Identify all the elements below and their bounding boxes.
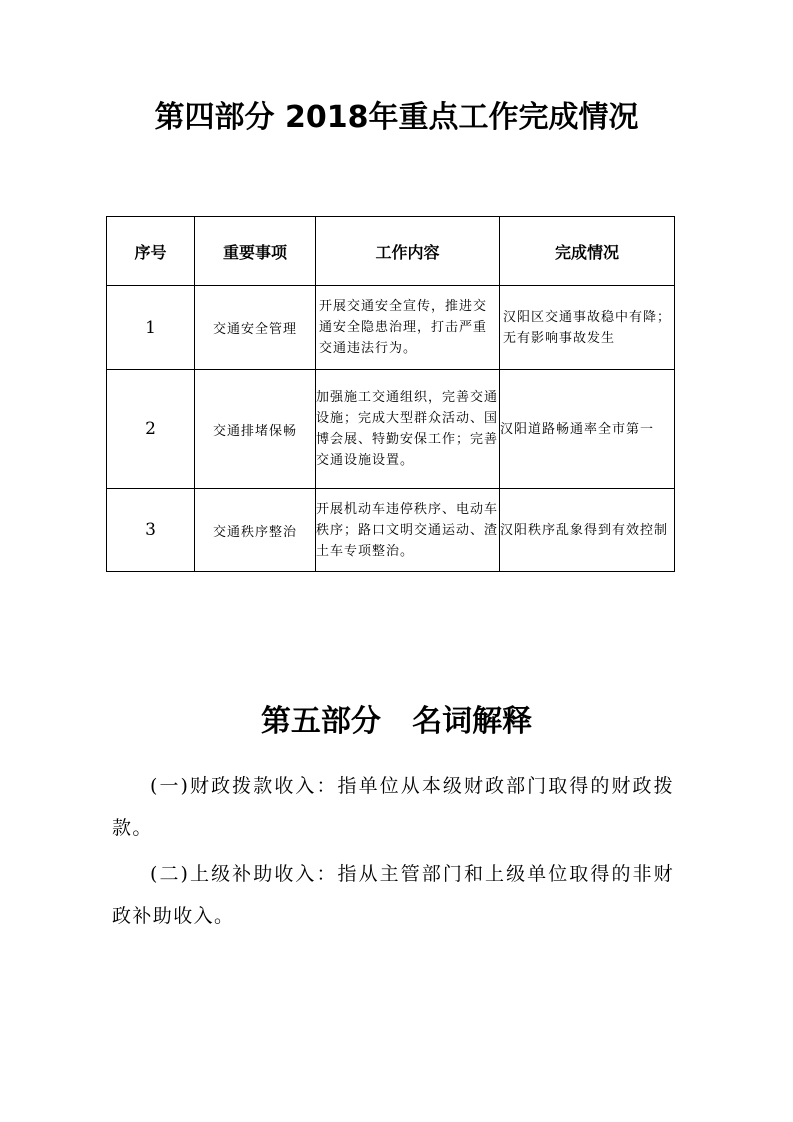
part5-title: 第五部分 名词解释	[260, 704, 533, 739]
table-row	[107, 286, 675, 370]
row-content: 加强施工交通组织，完善交通设施；完成大型群众活动、国博会展、特勤安保工作；完善交通设施设置。	[316, 370, 500, 489]
row-content: 开展交通安全宣传，推进交通安全隐患治理，打击严重交通违法行为。	[316, 286, 500, 370]
row-item: 交通秩序整治	[195, 489, 316, 572]
row-content: 开展机动车违停秩序、电动车秩序；路口文明交通运动、渣土车专项整治。	[316, 489, 500, 572]
row-no: 2	[107, 370, 195, 489]
definition-paragraph: (一)财政拨款收入：指单位从本级财政部门取得的财政拨款。	[112, 775, 674, 839]
row-item: 交通排堵保畅	[195, 370, 316, 489]
table-header-row	[107, 217, 675, 286]
row-status: 汉阳道路畅通率全市第一	[500, 370, 675, 489]
header-item: 重要事项	[195, 217, 316, 286]
row-status: 汉阳区交通事故稳中有降；无有影响事故发生	[500, 286, 675, 370]
row-no: 3	[107, 489, 195, 572]
header-no: 序号	[107, 217, 195, 286]
row-status: 汉阳秩序乱象得到有效控制	[500, 489, 675, 572]
table-row	[107, 370, 675, 489]
header-content: 工作内容	[316, 217, 500, 286]
work-completion-table	[106, 216, 675, 572]
header-status: 完成情况	[500, 217, 675, 286]
row-item: 交通安全管理	[195, 286, 316, 370]
row-no: 1	[107, 286, 195, 370]
table-row	[107, 489, 675, 572]
definition-paragraph: (二)上级补助收入：指从主管部门和上级单位取得的非财政补助收入。	[112, 863, 674, 927]
part4-title: 第四部分 2018年重点工作完成情况	[154, 100, 639, 135]
